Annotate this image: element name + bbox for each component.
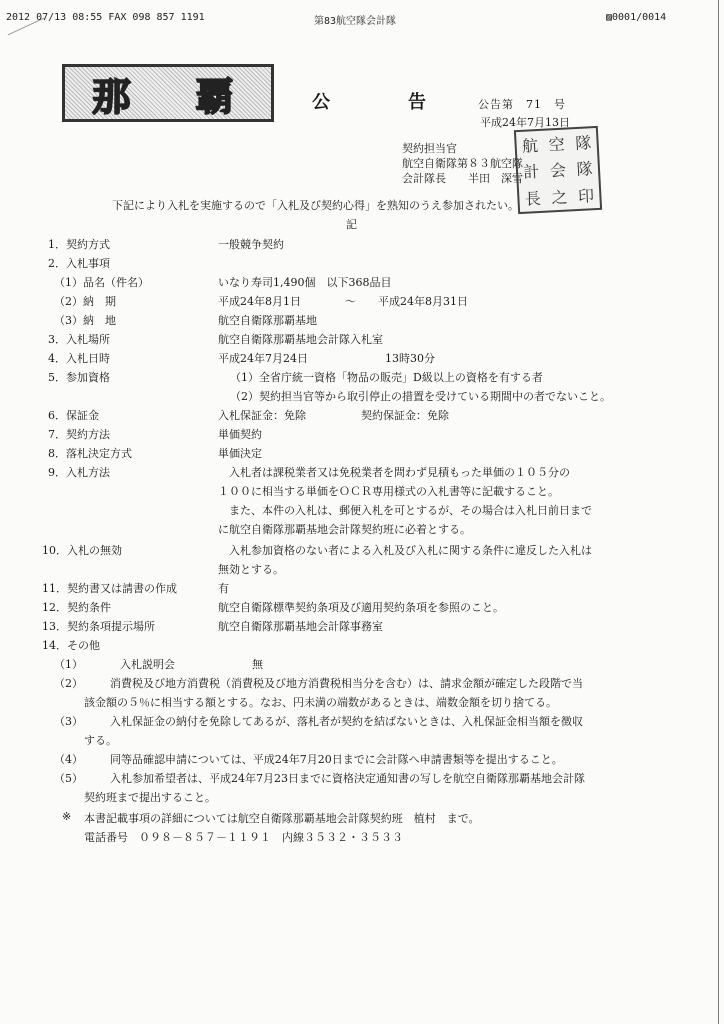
other-text: 入札参加希望者は、平成24年7月23日までに資格決定通知書の写しを航空自衛隊那覇基地会計隊 [110,772,585,785]
scan-edge-line [714,0,724,1024]
other-label: （5） [54,772,83,785]
other-label: （4） [54,753,83,766]
item-label: 14．その他 [42,639,100,652]
intro-paragraph: 下記により入札を実施するので「入札及び契約心得」を熟知のうえ参加されたい。 [112,199,519,212]
official-seal [514,126,602,214]
item-label: 12．契約条件 [42,601,111,614]
item-value: 航空自衛隊那覇基地 [218,314,317,327]
seal-char: 航 [521,135,539,156]
item-label: （1）品名（件名） [54,276,149,289]
item-value: １００に相当する単価をＯＣＲ専用様式の入札書等に記載すること。 [218,485,559,498]
item-label: 8．落札決定方式 [48,447,132,460]
officer-title: 契約担当官 [402,142,457,155]
item-label: 3．入札場所 [48,333,110,346]
item-value: 平成24年8月1日 ～ 平成24年8月31日 [218,295,468,308]
item-label: 5．参加資格 [48,371,110,384]
other-text: 入札説明会 無 [120,658,263,671]
other-label: （3） [54,715,83,728]
contact-phone: 電話番号 ０９８－８５７－１１９１ 内線３５３２・３５３３ [84,831,403,844]
item-label: 11．契約書又は請書の作成 [42,582,177,595]
other-text: 同等品確認申請については、平成24年7月20日までに会計隊へ申請書類等を提出すること。 [110,753,563,766]
ki-heading: 記 [346,218,357,231]
item-label: 13．契約条項提示場所 [42,620,155,633]
item-label: 1．契約方式 [48,238,110,251]
item-label: 6．保証金 [48,409,99,422]
fax-sender: 第83航空隊会計隊 [314,16,397,27]
item-label: （3）納 地 [54,314,116,327]
item-value: に航空自衛隊那覇基地会計隊契約班に必着とする。 [218,523,471,536]
item-value: 入札参加資格のない者による入札及び入札に関する条件に違反した入札は [218,544,592,557]
officer-unit: 航空自衛隊第８３航空隊 [402,157,523,170]
other-text: 入札保証金の納付を免除してあるが、落札者が契約を結ばないときは、入札保証金相当額を徴収 [110,715,583,728]
officer-name: 会計隊長 半田 深雪 [402,172,523,185]
item-label: （2）納 期 [54,295,116,308]
other-text: 消費税及び地方消費税（消費税及び地方消費税相当分を含む）は、請求金額が確定した段階で当 [110,677,583,690]
item-value: 航空自衛隊標準契約条項及び適用契約条項を参照のこと。 [218,601,504,614]
item-value: 無効とする。 [218,563,284,576]
seal-char: 隊 [574,133,592,153]
other-text: 該金額の５％に相当する額とする。なお、円未満の端数があるときは、端数金額を切り捨てる。 [84,696,557,709]
seal-char: 空 [548,134,566,155]
other-label: （2） [54,677,83,690]
note-mark: ※ [62,810,72,823]
seal-char: 計 [522,162,540,183]
item-value: 入札保証金：免除 契約保証金：免除 [218,409,449,422]
seal-char: 印 [577,186,595,207]
notice-date: 平成24年7月13日 [480,116,570,129]
item-value: また、本件の入札は、郵便入札を可とするが、その場合は入札日前日まで [218,504,592,517]
stamp-char: 覇 [195,73,244,119]
item-value: （2）契約担当官等から取引停止の措置を受けている期間中の者でないこと。 [230,390,611,403]
item-value: いなり寿司1,490個 以下368品目 [218,276,392,289]
item-value: 一般競争契約 [218,238,284,251]
item-value: 単価決定 [218,447,262,460]
item-value: 航空自衛隊那覇基地会計隊事務室 [218,620,383,633]
item-value: 有 [218,582,229,595]
item-value: 単価契約 [218,428,262,441]
item-label: 4．入札日時 [48,352,110,365]
item-value: （1）全省庁統一資格「物品の販売」D級以上の資格を有する者 [230,371,543,384]
other-text: 契約班まで提出すること。 [84,791,216,804]
notice-number: 公告第 71 号 [478,98,566,111]
other-label: （1） [54,658,83,671]
item-label: 2．入札事項 [48,257,110,270]
item-value: 入札者は課税業者又は免税業者を問わず見積もった単価の１０５分の [218,466,570,479]
item-label: 10．入札の無効 [42,544,122,557]
naha-stamp [62,64,274,122]
item-value: 平成24年7月24日 13時30分 [218,352,435,365]
seal-char: 之 [550,187,568,208]
item-label: 7．契約方法 [48,428,110,441]
stamp-char: 那 [92,73,141,119]
item-label: 9．入札方法 [48,466,110,479]
seal-char: 長 [524,189,542,209]
fax-header: 2012 07/13 08:55 FAX 098 857 1191 [6,12,205,23]
seal-char: 隊 [576,159,594,180]
fax-page-number: ▨0001/0014 [606,12,667,23]
seal-char: 会 [549,161,567,181]
other-text: する。 [84,734,117,747]
contact-note: 本書記載事項の詳細については航空自衛隊那覇基地会計隊契約班 植村 まで。 [84,812,480,825]
document-title: 公 告 [312,92,456,113]
item-value: 航空自衛隊那覇基地会計隊入札室 [218,333,383,346]
